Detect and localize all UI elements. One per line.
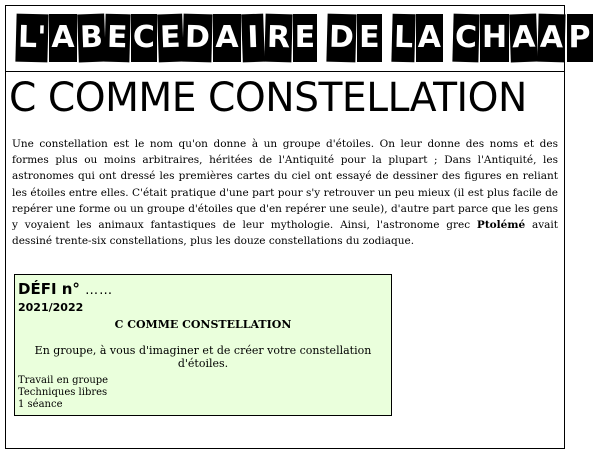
defi-instruction: En groupe, à vous d'imaginer et de créer votre constellation d'étoiles. (34, 344, 372, 370)
paragraph-text-end: avait dessiné trente-six constellations, plus les douze constellations du zodiaque. (12, 219, 559, 248)
title-word (327, 14, 381, 62)
title-letter: C (452, 14, 479, 63)
title-letter: A (538, 14, 566, 63)
defi-meta (18, 375, 108, 411)
title-letter: D (183, 14, 213, 63)
title-letter: A (416, 14, 443, 62)
title-letter: C (131, 14, 157, 62)
paragraph-highlight: Ptolémé (476, 219, 526, 232)
title-letter: A (49, 14, 76, 62)
title-letter: R (264, 14, 292, 63)
title-letter: E (293, 14, 318, 62)
defi-number-blank: …… (85, 283, 114, 298)
defi-heading (18, 280, 113, 298)
page-title: C COMME CONSTELLATION (9, 75, 527, 121)
title-letter: E (357, 14, 382, 62)
defi-year: 2021/2022 (18, 301, 84, 314)
defi-meta-line: Travail en groupe (18, 375, 109, 386)
header-band (6, 6, 591, 72)
title-letter: E (157, 14, 183, 63)
paragraph-text: Une constellation est le nom qu'on donne à un groupe d'étoiles. On leur donne des noms et des formes plus ou moins arbitraires, héritées de l'Antiquité pour la plupart ; Dans l'Antiquité, les astronomes qui ont dressé les premières cartes du ciel ont essayé de dessiner des figures en reliant les étoiles entre elles. C'était pratique d'une part pour s'y retrouver un peu mieux (il est plus facile de repérer une forme ou un groupe d'étoiles que d'en repérer une seule), d'autre part parce que les gens y voyaient les animaux fantastiques de leur mythologie. Ainsi, l'astronome grec (12, 138, 558, 232)
title-letter: P (567, 14, 593, 62)
title-word (453, 14, 593, 62)
title-letter: A (509, 14, 538, 63)
title-letter: B (77, 14, 106, 63)
intro-paragraph (12, 136, 558, 249)
title-letter: D (327, 14, 357, 63)
defi-label: DÉFI n° (18, 280, 80, 298)
defi-title: C COMME CONSTELLATION (114, 318, 292, 331)
title-letter: H (480, 14, 509, 62)
title-letter: A (213, 14, 240, 62)
abecedaire-title (16, 14, 602, 62)
defi-meta-line: Techniques libres (18, 387, 108, 398)
title-letter: I (241, 14, 265, 63)
title-word (16, 14, 317, 62)
defi-box (14, 274, 392, 416)
defi-meta-line: 1 séance (18, 399, 63, 410)
title-letter: E (105, 14, 131, 63)
title-letter: L (391, 14, 415, 63)
title-word (392, 14, 443, 62)
title-letter: L' (15, 14, 49, 63)
